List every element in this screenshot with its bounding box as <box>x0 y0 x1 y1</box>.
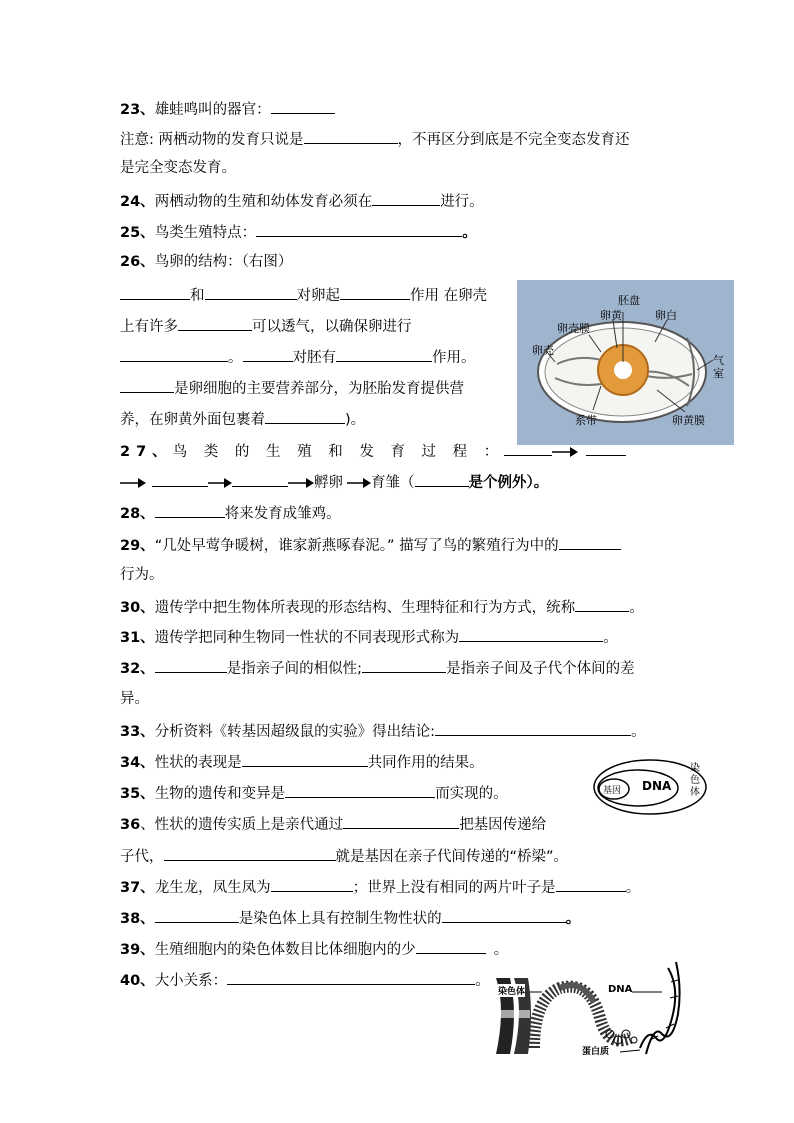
label-dna: DNA <box>642 779 672 793</box>
answer-blank[interactable] <box>232 471 288 487</box>
answer-blank[interactable] <box>271 876 353 892</box>
egg-structure-figure <box>517 280 734 445</box>
answer-blank[interactable] <box>343 813 459 829</box>
answer-blank[interactable] <box>340 284 410 300</box>
question-39: 39、生殖细胞内的染色体数目比体细胞内的少 。 <box>120 938 508 960</box>
answer-blank[interactable] <box>559 534 621 550</box>
label-shell-membrane: 卵壳膜 <box>557 322 590 335</box>
question-23 <box>120 98 335 120</box>
question-30: 30、遗传学中把生物体所表现的形态结构、生理特征和行为方式，统称 。 <box>120 596 644 618</box>
answer-blank[interactable] <box>575 596 629 612</box>
label-chalaza: 系带 <box>575 414 597 427</box>
question-26: 26、鸟卵的结构：（右图） <box>120 254 293 270</box>
answer-blank[interactable] <box>285 782 435 798</box>
chromosome-dna-figure <box>490 958 686 1060</box>
question-26-line-2: 上有许多 可以透气，以确保卵进行 <box>120 315 412 337</box>
answer-blank[interactable] <box>256 221 462 237</box>
question-29: 29、“几处早莺争暖树，谁家新燕啄春泥。” 描写了鸟的繁殖行为中的 <box>120 534 621 556</box>
question-35: 35、生物的遗传和变异是 而实现的。 <box>120 782 508 804</box>
answer-blank[interactable] <box>336 346 432 362</box>
answer-blank[interactable] <box>265 408 345 424</box>
answer-blank[interactable] <box>442 907 566 923</box>
label-yolk: 卵黄 <box>600 309 622 322</box>
answer-blank[interactable] <box>271 98 335 114</box>
embryo-disc <box>614 361 632 379</box>
question-36-line-2: 子代， 就是基因在亲子代间传递的“桥梁”。 <box>120 845 568 867</box>
question-29-line-2: 行为。 <box>120 567 164 583</box>
answer-blank[interactable] <box>556 876 626 892</box>
label-chromosome: 染色体 <box>498 984 525 997</box>
label-air-cell: 气室 <box>713 354 724 380</box>
question-32: 32、 是指亲子间的相似性; 是指亲子间及子代个体间的差 <box>120 657 635 679</box>
question-31: 31、遗传学把同种生物同一性状的不同表现形式称为 。 <box>120 626 618 648</box>
answer-blank[interactable] <box>164 845 336 861</box>
label-dna: DNA <box>608 984 633 995</box>
label-shell: 卵壳 <box>532 344 554 357</box>
answer-blank[interactable] <box>178 315 252 331</box>
question-24: 24、两栖动物的生殖和幼体发育必须在 进行。 <box>120 190 484 212</box>
answer-blank[interactable] <box>155 907 239 923</box>
answer-blank[interactable] <box>415 471 469 487</box>
label-egg-white: 卵白 <box>655 309 677 322</box>
question-26-line-4: 是卵细胞的主要营养部分，为胚胎发育提供营 <box>120 377 464 399</box>
question-number: 23、 <box>120 102 155 118</box>
answer-blank[interactable] <box>243 346 293 362</box>
arrow-right-icon <box>347 477 371 489</box>
answer-blank[interactable] <box>120 377 174 393</box>
answer-blank[interactable] <box>155 657 227 673</box>
label-protein: 蛋白质 <box>582 1047 610 1057</box>
coiled-fiber <box>534 987 630 1048</box>
question-27: 27、鸟 类 的 生 殖 和 发 育 过 程 ： <box>120 440 626 462</box>
question-34: 34、性状的表现是 共同作用的结果。 <box>120 751 484 773</box>
question-28: 28、 将来发育成雏鸡。 <box>120 502 341 524</box>
answer-blank[interactable] <box>205 284 297 300</box>
answer-blank[interactable] <box>120 284 190 300</box>
question-36: 36、性状的遗传实质上是亲代通过 把基因传递给 <box>120 813 546 835</box>
question-38: 38、 是染色体上具有控制生物性状的 。 <box>120 907 580 929</box>
answer-blank[interactable] <box>459 626 603 642</box>
answer-blank[interactable] <box>586 440 626 456</box>
question-37: 37、龙生龙，凤生凤为 ；世界上没有相同的两片叶子是 。 <box>120 876 640 898</box>
question-text: 雄蛙鸣叫的器官： <box>154 102 271 118</box>
note-line-2: 是完全变态发育。 <box>120 160 236 176</box>
answer-blank[interactable] <box>152 471 208 487</box>
question-26-line-3: 。 对胚有 作用。 <box>120 346 476 368</box>
answer-blank[interactable] <box>304 128 398 144</box>
answer-blank[interactable] <box>155 502 225 518</box>
answer-blank[interactable] <box>435 720 631 736</box>
question-26-line-1: 和 对卵起 作用 在卵壳 <box>120 284 487 306</box>
arrow-right-icon <box>120 477 146 489</box>
answer-blank[interactable] <box>242 751 368 767</box>
question-32-line-2: 异。 <box>120 691 149 707</box>
arrow-right-icon <box>288 477 314 489</box>
answer-blank[interactable] <box>362 657 446 673</box>
question-33: 33、分析资料《转基因超级鼠的实验》得出结论: 。 <box>120 720 646 742</box>
label-chromosome: 染色体 <box>690 763 700 798</box>
answer-blank[interactable] <box>372 190 440 206</box>
label-gene: 基因 <box>603 786 622 796</box>
question-27-line-2: 孵卵 育雏（ 是个例外）。 <box>120 471 548 493</box>
label-embryo-disc: 胚盘 <box>618 294 640 307</box>
note-line-1: 注意: 两栖动物的发育只说是 ，不再区分到底是不完全变态发育还 <box>120 128 630 150</box>
question-40: 40、大小关系： 。 <box>120 969 490 991</box>
label-yolk-membrane: 卵黄膜 <box>672 414 705 427</box>
arrow-right-icon <box>208 477 232 489</box>
answer-blank[interactable] <box>504 440 552 456</box>
arrow-right-icon <box>552 446 578 458</box>
gene-dna-chromosome-figure <box>592 757 712 817</box>
question-25: 25、鸟类生殖特点： 。 <box>120 221 477 243</box>
answer-blank[interactable] <box>120 346 228 362</box>
answer-blank[interactable] <box>416 938 486 954</box>
question-26-line-5: 养，在卵黄外面包裹着 )。 <box>120 408 365 430</box>
answer-blank[interactable] <box>227 969 475 985</box>
